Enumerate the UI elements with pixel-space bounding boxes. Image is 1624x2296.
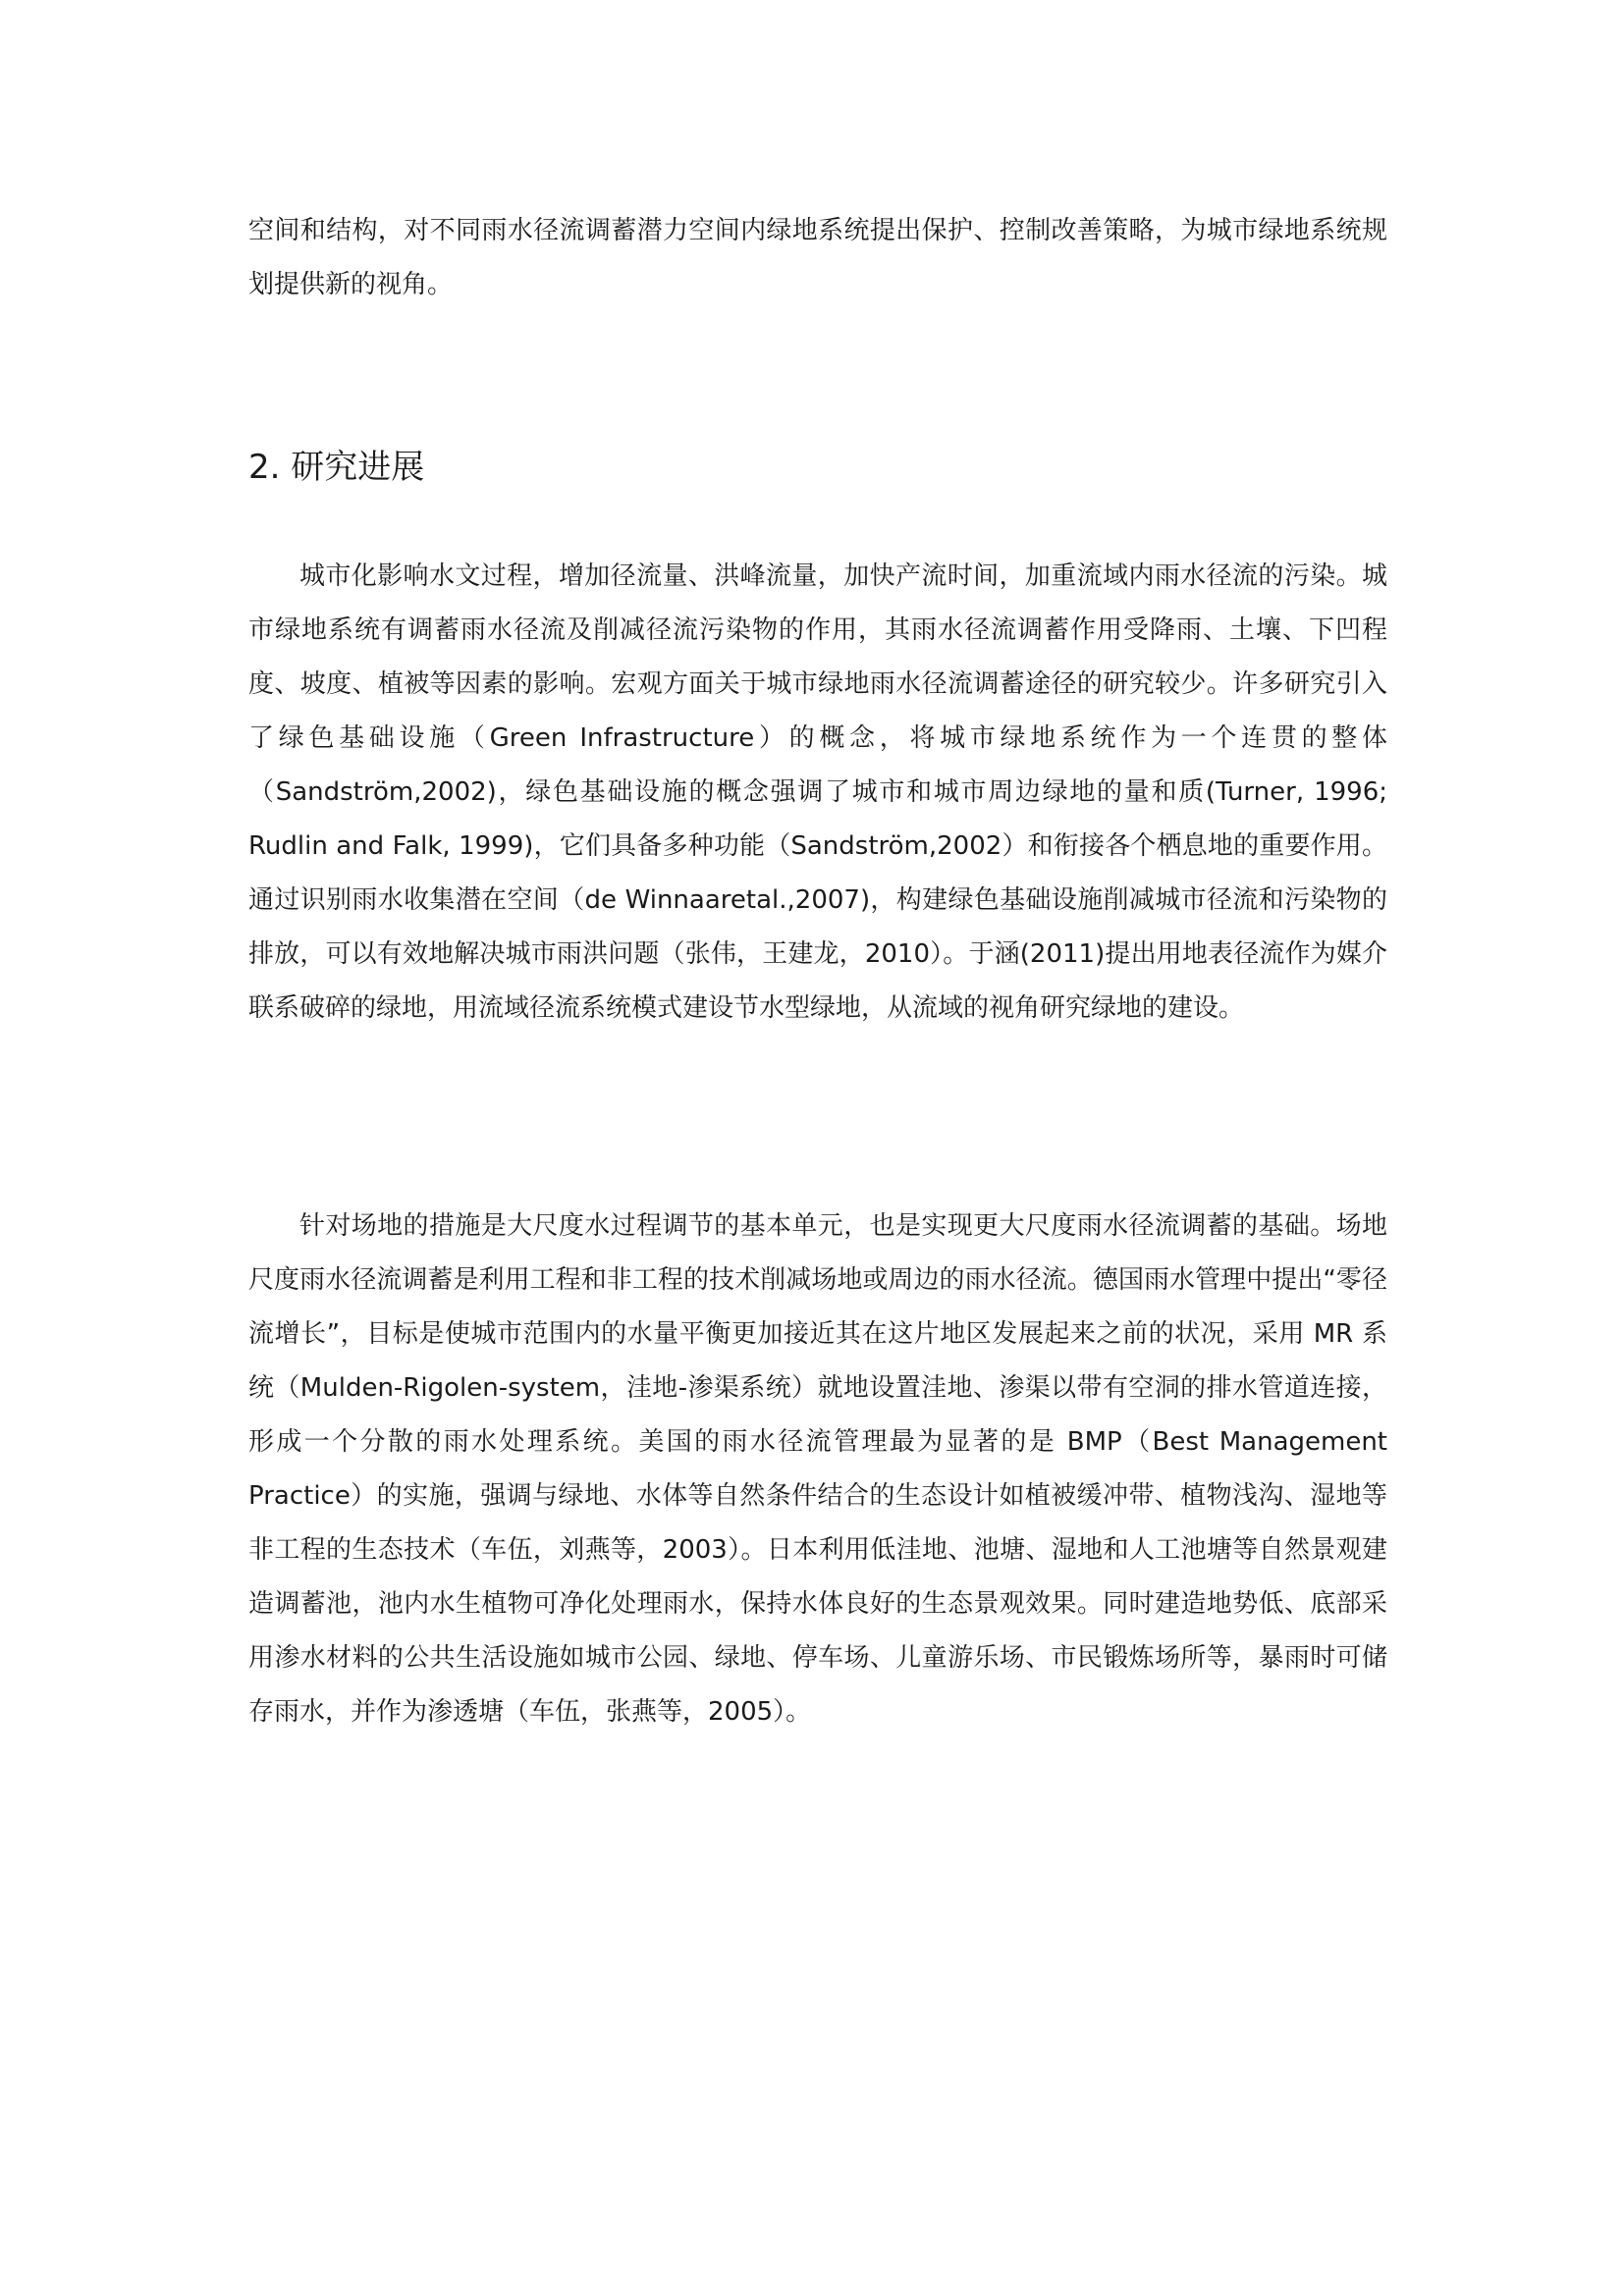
- body-paragraph-2: 针对场地的措施是大尺度水过程调节的基本单元，也是实现更大尺度雨水径流调蓄的基础。场地尺度雨水径流调蓄是利用工程和非工程的技术削减场地或周边的雨水径流。德国雨水管理中提出“零径流增长”，目标是使城市范围内的水量平衡更加接近其在这片地区发展起来之前的状况，采用 MR 系统（Mulden-Rigolen-system，洼地-渗渠系统）就地设置洼地、渗渠以带有空洞的排水管道连接，形成一个分散的雨水处理系统。美国的雨水径流管理最为显著的是 BMP（Best Management Practice）的实施，强调与绿地、水体等自然条件结合的生态设计如植被缓冲带、植物浅沟、湿地等非工程的生态技术（车伍，刘燕等，2003）。日本利用低洼地、池塘、湿地和人工池塘等自然景观建造调蓄池，池内水生植物可净化处理雨水，保持水体良好的生态景观效果。同时建造地势低、底部采用渗水材料的公共生活设施如城市公园、绿地、停车场、儿童游乐场、市民锻炼场所等，暴雨时可储存雨水，并作为渗透塘（车伍，张燕等，2005）。: [248, 1211, 1387, 1727]
- intro-paragraph: 空间和结构，对不同雨水径流调蓄潜力空间内绿地系统提出保护、控制改善策略，为城市绿地系统规划提供新的视角。: [248, 216, 1387, 299]
- body-paragraph-1: 城市化影响水文过程，增加径流量、洪峰流量，加快产流时间，加重流域内雨水径流的污染。城市绿地系统有调蓄雨水径流及削减径流污染物的作用，其雨水径流调蓄作用受降雨、土壤、下凹程度、坡度、植被等因素的影响。宏观方面关于城市绿地雨水径流调蓄途径的研究较少。许多研究引入了绿色基础设施（Green Infrastructure）的概念，将城市绿地系统作为一个连贯的整体（Sandström,2002)，绿色基础设施的概念强调了城市和城市周边绿地的量和质(Turner, 1996; Rudlin and Falk, 1999)，它们具备多种功能（Sandström,2002）和衔接各个栖息地的重要作用。通过识别雨水收集潜在空间（de Winnaaretal.,2007)，构建绿色基础设施削减城市径流和污染物的排放，可以有效地解决城市雨洪问题（张伟，王建龙，2010）。于涵(2011)提出用地表径流作为媒介联系破碎的绿地，用流域径流系统模式建设节水型绿地，从流域的视角研究绿地的建设。: [248, 561, 1387, 1023]
- section-heading: 2. 研究进展: [248, 448, 425, 487]
